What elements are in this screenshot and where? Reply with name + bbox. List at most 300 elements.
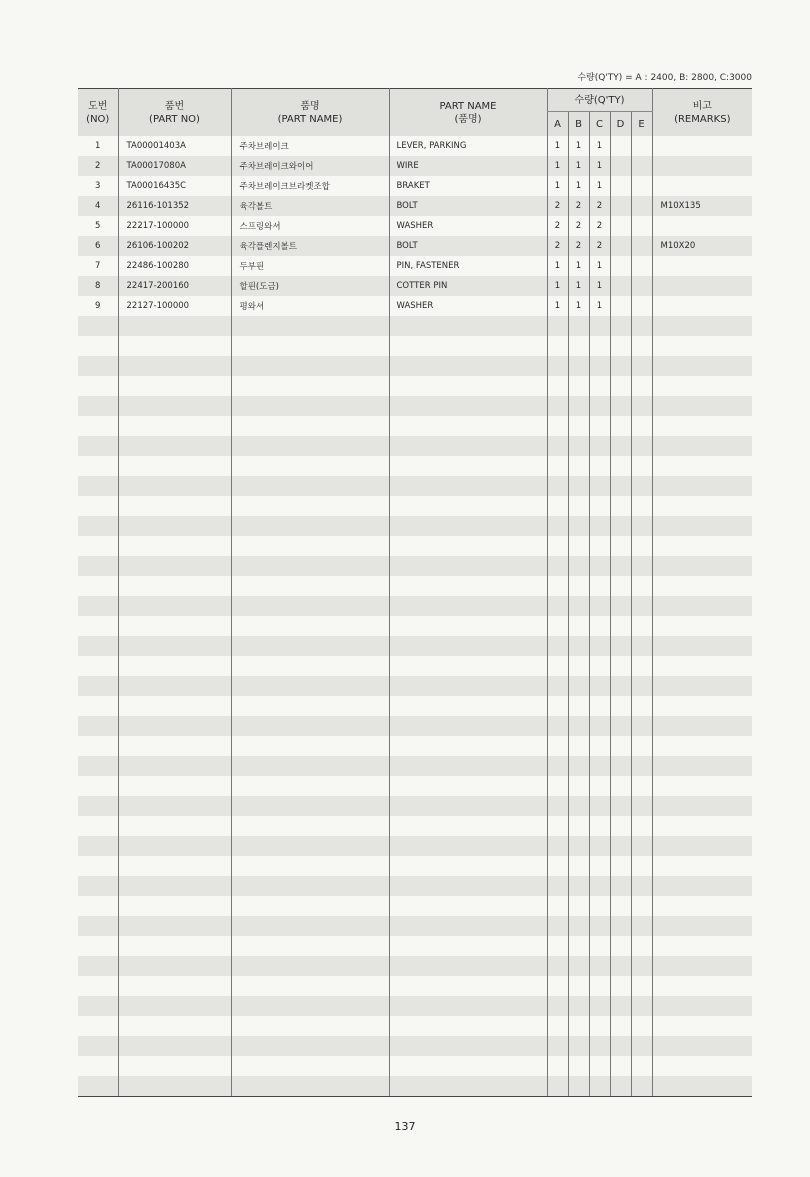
cell-qty-c <box>589 316 610 336</box>
cell-name-en <box>389 956 547 976</box>
cell-qty-d <box>610 656 631 676</box>
cell-qty-b <box>568 376 589 396</box>
cell-qty-c <box>589 696 610 716</box>
cell-qty-b <box>568 996 589 1016</box>
cell-no <box>78 776 118 796</box>
table-row-empty <box>78 436 752 456</box>
cell-qty-e <box>631 616 652 636</box>
cell-name-en <box>389 716 547 736</box>
header-no-en: (NO) <box>86 113 110 125</box>
cell-qty-d <box>610 756 631 776</box>
cell-remarks: M10X135 <box>652 196 752 216</box>
cell-qty-b <box>568 316 589 336</box>
cell-qty-c: 1 <box>589 156 610 176</box>
cell-no <box>78 536 118 556</box>
cell-no <box>78 476 118 496</box>
cell-part-no <box>118 1056 231 1076</box>
cell-qty-d <box>610 796 631 816</box>
cell-remarks <box>652 596 752 616</box>
cell-qty-d <box>610 396 631 416</box>
cell-remarks: M10X20 <box>652 236 752 256</box>
cell-qty-b <box>568 436 589 456</box>
table-row-empty <box>78 536 752 556</box>
cell-no <box>78 836 118 856</box>
cell-qty-a <box>547 656 568 676</box>
table-row-empty <box>78 716 752 736</box>
cell-qty-e <box>631 636 652 656</box>
table-row-empty <box>78 976 752 996</box>
cell-qty-d <box>610 896 631 916</box>
table-row-empty <box>78 1036 752 1056</box>
cell-part-no <box>118 856 231 876</box>
cell-no: 7 <box>95 261 101 271</box>
table-row-empty <box>78 816 752 836</box>
cell-qty-b: 1 <box>568 296 589 316</box>
cell-part-no: 26116-101352 <box>118 196 231 216</box>
cell-qty-a <box>547 336 568 356</box>
cell-part-no <box>118 416 231 436</box>
cell-qty-c <box>589 556 610 576</box>
cell-qty-a <box>547 536 568 556</box>
cell-part-no <box>118 756 231 776</box>
cell-qty-e <box>631 156 652 176</box>
cell-qty-b <box>568 496 589 516</box>
cell-name-kr <box>231 416 389 436</box>
cell-qty-d <box>610 476 631 496</box>
cell-name-en <box>389 1016 547 1036</box>
cell-remarks <box>652 1056 752 1076</box>
cell-name-en <box>389 896 547 916</box>
cell-qty-d <box>610 836 631 856</box>
cell-qty-d <box>610 156 631 176</box>
cell-qty-b <box>568 716 589 736</box>
cell-qty-e <box>631 996 652 1016</box>
cell-name-en <box>389 1076 547 1097</box>
cell-remarks <box>652 756 752 776</box>
cell-no <box>78 796 118 816</box>
cell-name-en <box>389 476 547 496</box>
cell-qty-e <box>631 176 652 196</box>
table-row-empty <box>78 596 752 616</box>
cell-name-kr <box>231 336 389 356</box>
table-row-empty <box>78 1076 752 1097</box>
cell-qty-b <box>568 776 589 796</box>
cell-part-no <box>118 616 231 636</box>
header-remarks-en: (REMARKS) <box>674 113 731 125</box>
cell-qty-b <box>568 676 589 696</box>
cell-remarks <box>652 896 752 916</box>
cell-no: 1 <box>95 141 101 151</box>
cell-name-kr <box>231 956 389 976</box>
cell-no <box>78 956 118 976</box>
cell-qty-b: 2 <box>568 196 589 216</box>
cell-qty-a <box>547 716 568 736</box>
cell-qty-d <box>610 636 631 656</box>
cell-name-kr <box>231 436 389 456</box>
cell-qty-c: 1 <box>589 176 610 196</box>
cell-qty-e <box>631 416 652 436</box>
parts-table-body <box>78 136 752 1097</box>
cell-qty-a: 1 <box>547 136 568 156</box>
page-number: 137 <box>394 1120 416 1133</box>
cell-name-en <box>389 756 547 776</box>
cell-no <box>78 896 118 916</box>
cell-qty-a <box>547 676 568 696</box>
cell-qty-b <box>568 1056 589 1076</box>
cell-remarks <box>652 516 752 536</box>
cell-name-kr <box>231 556 389 576</box>
header-qty-c: C <box>589 112 610 137</box>
header-qty-e: E <box>631 112 652 137</box>
cell-name-kr <box>231 1056 389 1076</box>
cell-qty-c: 2 <box>589 196 610 216</box>
cell-qty-a <box>547 976 568 996</box>
cell-qty-c <box>589 896 610 916</box>
cell-qty-b: 1 <box>568 276 589 296</box>
cell-part-no <box>118 316 231 336</box>
cell-part-no <box>118 1076 231 1097</box>
cell-remarks <box>652 676 752 696</box>
cell-qty-b <box>568 836 589 856</box>
cell-no <box>78 336 118 356</box>
cell-remarks <box>652 476 752 496</box>
cell-qty-d <box>610 236 631 256</box>
cell-qty-c <box>589 356 610 376</box>
cell-part-no <box>118 556 231 576</box>
cell-no <box>78 576 118 596</box>
cell-name-en: COTTER PIN <box>389 276 547 296</box>
cell-part-no <box>118 396 231 416</box>
cell-qty-b <box>568 876 589 896</box>
cell-name-en <box>389 596 547 616</box>
header-part-name-kr: (품명) <box>454 113 482 125</box>
cell-remarks <box>652 736 752 756</box>
cell-name-en <box>389 1056 547 1076</box>
table-row-empty <box>78 376 752 396</box>
cell-qty-e <box>631 456 652 476</box>
cell-name-kr <box>231 656 389 676</box>
cell-qty-a <box>547 316 568 336</box>
cell-qty-c <box>589 336 610 356</box>
cell-qty-d <box>610 916 631 936</box>
cell-qty-e <box>631 896 652 916</box>
cell-qty-d <box>610 296 631 316</box>
cell-name-kr <box>231 456 389 476</box>
cell-part-no: 26106-100202 <box>118 236 231 256</box>
cell-qty-e <box>631 1036 652 1056</box>
cell-qty-c <box>589 636 610 656</box>
cell-name-en <box>389 676 547 696</box>
cell-remarks <box>652 956 752 976</box>
cell-name-kr <box>231 856 389 876</box>
cell-no <box>78 316 118 336</box>
cell-qty-a <box>547 876 568 896</box>
cell-qty-d <box>610 936 631 956</box>
header-qty: 수량(Q'TY) <box>547 89 652 112</box>
cell-qty-d <box>610 1056 631 1076</box>
cell-no <box>78 1016 118 1036</box>
table-row-empty <box>78 676 752 696</box>
cell-qty-d <box>610 696 631 716</box>
cell-qty-b: 2 <box>568 216 589 236</box>
cell-qty-d <box>610 276 631 296</box>
cell-name-kr <box>231 316 389 336</box>
cell-remarks <box>652 336 752 356</box>
cell-name-kr <box>231 356 389 376</box>
cell-name-kr <box>231 396 389 416</box>
cell-name-kr <box>231 916 389 936</box>
table-row-empty <box>78 516 752 536</box>
cell-qty-c <box>589 1036 610 1056</box>
cell-qty-b: 1 <box>568 176 589 196</box>
cell-remarks <box>652 816 752 836</box>
cell-qty-a <box>547 356 568 376</box>
cell-qty-d <box>610 196 631 216</box>
cell-qty-c <box>589 856 610 876</box>
cell-qty-a <box>547 616 568 636</box>
cell-qty-a <box>547 816 568 836</box>
cell-qty-b <box>568 1076 589 1097</box>
cell-qty-d <box>610 376 631 396</box>
cell-name-en: BOLT <box>389 236 547 256</box>
header-remarks <box>652 89 752 137</box>
cell-qty-a <box>547 856 568 876</box>
table-row-empty <box>78 796 752 816</box>
cell-part-no <box>118 836 231 856</box>
cell-no: 4 <box>78 196 118 216</box>
cell-remarks <box>652 436 752 456</box>
cell-name-kr <box>231 376 389 396</box>
table-row <box>78 276 752 296</box>
cell-qty-e <box>631 356 652 376</box>
cell-qty-c <box>589 576 610 596</box>
cell-no <box>78 1056 118 1076</box>
cell-part-no <box>118 996 231 1016</box>
cell-remarks <box>652 936 752 956</box>
cell-qty-e <box>631 556 652 576</box>
cell-name-kr: 할핀(도금) <box>231 276 389 296</box>
cell-name-en <box>389 696 547 716</box>
cell-remarks <box>652 916 752 936</box>
cell-remarks <box>652 796 752 816</box>
cell-qty-b <box>568 616 589 636</box>
table-row-empty <box>78 396 752 416</box>
table-row-empty <box>78 316 752 336</box>
cell-part-no: 22417-200160 <box>118 276 231 296</box>
cell-name-kr: 육각볼트 <box>231 196 389 216</box>
cell-no <box>78 996 118 1016</box>
cell-qty-b <box>568 736 589 756</box>
cell-remarks <box>652 1036 752 1056</box>
table-row <box>78 256 752 276</box>
cell-remarks <box>652 176 752 196</box>
cell-name-kr <box>231 936 389 956</box>
cell-qty-a: 1 <box>547 256 568 276</box>
cell-part-no <box>118 696 231 716</box>
cell-qty-d <box>610 616 631 636</box>
cell-qty-b <box>568 556 589 576</box>
cell-qty-c <box>589 616 610 636</box>
header-no-kr: 도번 <box>88 100 108 112</box>
cell-qty-e <box>631 696 652 716</box>
cell-qty-a <box>547 596 568 616</box>
cell-name-en: PIN, FASTENER <box>389 256 547 276</box>
cell-qty-d <box>610 496 631 516</box>
cell-name-en <box>389 376 547 396</box>
table-row-empty <box>78 916 752 936</box>
cell-qty-c: 2 <box>589 236 610 256</box>
cell-name-en <box>389 1036 547 1056</box>
table-row <box>78 196 752 216</box>
cell-qty-a <box>547 376 568 396</box>
cell-name-en <box>389 576 547 596</box>
cell-name-kr <box>231 536 389 556</box>
cell-remarks <box>652 276 752 296</box>
cell-qty-c: 1 <box>589 136 610 156</box>
cell-remarks <box>652 1076 752 1097</box>
cell-qty-d <box>610 996 631 1016</box>
cell-name-en <box>389 496 547 516</box>
cell-qty-c <box>589 796 610 816</box>
cell-qty-a <box>547 416 568 436</box>
cell-qty-e <box>631 1076 652 1097</box>
table-row-empty <box>78 836 752 856</box>
table-row-empty <box>78 736 752 756</box>
cell-qty-a <box>547 516 568 536</box>
cell-no <box>78 556 118 576</box>
cell-part-no <box>118 496 231 516</box>
cell-qty-e <box>631 276 652 296</box>
cell-qty-e <box>631 396 652 416</box>
cell-qty-a <box>547 996 568 1016</box>
cell-no <box>78 516 118 536</box>
cell-qty-b <box>568 516 589 536</box>
cell-remarks <box>652 316 752 336</box>
cell-qty-c <box>589 816 610 836</box>
table-row-empty <box>78 356 752 376</box>
cell-name-en <box>389 916 547 936</box>
cell-qty-a <box>547 896 568 916</box>
cell-qty-e <box>631 936 652 956</box>
table-row-empty <box>78 456 752 476</box>
cell-remarks <box>652 416 752 436</box>
header-qty-a: A <box>547 112 568 137</box>
cell-qty-d <box>610 436 631 456</box>
cell-qty-c <box>589 396 610 416</box>
cell-qty-d <box>610 1036 631 1056</box>
header-no <box>78 89 118 137</box>
cell-qty-c <box>589 376 610 396</box>
cell-qty-a <box>547 1076 568 1097</box>
cell-qty-c <box>589 836 610 856</box>
cell-name-kr <box>231 696 389 716</box>
cell-name-kr: 육각플렌지볼트 <box>231 236 389 256</box>
cell-name-kr <box>231 896 389 916</box>
cell-qty-e <box>631 816 652 836</box>
cell-qty-a: 1 <box>547 296 568 316</box>
cell-part-no <box>118 456 231 476</box>
cell-part-no <box>118 796 231 816</box>
cell-no <box>78 916 118 936</box>
cell-qty-e <box>631 596 652 616</box>
cell-remarks <box>652 136 752 156</box>
cell-qty-a <box>547 1036 568 1056</box>
cell-remarks <box>652 696 752 716</box>
table-row <box>78 136 752 156</box>
header-part-no-en: (PART NO) <box>149 113 200 125</box>
cell-no <box>78 1036 118 1056</box>
cell-qty-d <box>610 256 631 276</box>
cell-name-en: BRAKET <box>389 176 547 196</box>
cell-name-kr: 주차브레이크와이어 <box>231 156 389 176</box>
cell-qty-b <box>568 456 589 476</box>
cell-name-kr <box>231 616 389 636</box>
cell-remarks <box>652 396 752 416</box>
cell-qty-a <box>547 916 568 936</box>
table-row-empty <box>78 856 752 876</box>
cell-qty-d <box>610 416 631 436</box>
cell-qty-d <box>610 216 631 236</box>
cell-qty-d <box>610 356 631 376</box>
cell-qty-a <box>547 576 568 596</box>
cell-name-en: WIRE <box>389 156 547 176</box>
cell-qty-c <box>589 976 610 996</box>
cell-qty-c <box>589 876 610 896</box>
cell-qty-b <box>568 336 589 356</box>
cell-qty-c <box>589 916 610 936</box>
cell-no <box>78 656 118 676</box>
cell-name-kr <box>231 636 389 656</box>
header-name-kr-sub: (PART NAME) <box>277 113 343 125</box>
cell-name-en: LEVER, PARKING <box>389 136 547 156</box>
table-row-empty <box>78 956 752 976</box>
cell-remarks <box>652 356 752 376</box>
cell-part-no <box>118 576 231 596</box>
cell-qty-a <box>547 796 568 816</box>
header-part-name <box>389 89 547 137</box>
cell-qty-b <box>568 916 589 936</box>
cell-qty-d <box>610 336 631 356</box>
cell-part-no <box>118 636 231 656</box>
header-name-kr <box>231 89 389 137</box>
table-row <box>78 216 752 236</box>
cell-remarks <box>652 856 752 876</box>
cell-no <box>78 636 118 656</box>
cell-qty-b <box>568 416 589 436</box>
cell-qty-d <box>610 976 631 996</box>
table-row-empty <box>78 776 752 796</box>
cell-name-kr <box>231 876 389 896</box>
table-row-empty <box>78 696 752 716</box>
cell-part-no <box>118 736 231 756</box>
cell-qty-e <box>631 796 652 816</box>
table-row-empty <box>78 476 752 496</box>
table-row-empty <box>78 656 752 676</box>
cell-part-no <box>118 596 231 616</box>
cell-no <box>78 356 118 376</box>
cell-qty-c: 1 <box>589 296 610 316</box>
header-name-kr-title: 품명 <box>300 100 320 112</box>
cell-remarks <box>652 996 752 1016</box>
cell-qty-e <box>631 216 652 236</box>
cell-name-en: WASHER <box>389 216 547 236</box>
cell-qty-b <box>568 1036 589 1056</box>
cell-qty-e <box>631 336 652 356</box>
cell-no <box>78 396 118 416</box>
cell-part-no: 22217-100000 <box>118 216 231 236</box>
cell-qty-a <box>547 956 568 976</box>
cell-name-kr <box>231 576 389 596</box>
